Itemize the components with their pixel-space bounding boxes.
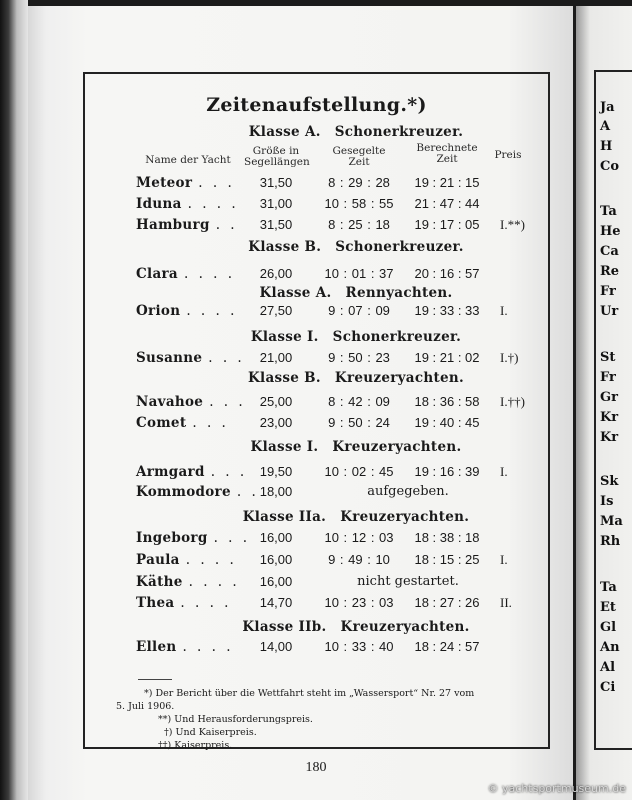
prize: I.†)	[500, 350, 519, 365]
yacht-size: 31,00	[259, 196, 293, 211]
section-type: Schonerkreuzer.	[332, 329, 462, 345]
right-page-fragment: Fr	[600, 284, 616, 299]
calculated-time: 19 : 21 : 15	[414, 175, 480, 190]
right-page-fragment: Ma	[600, 514, 623, 529]
calculated-time: 18 : 36 : 58	[414, 394, 480, 409]
section-class: Klasse I.	[250, 329, 319, 345]
yacht-size: 26,00	[259, 266, 293, 281]
section-class: Klasse I.	[250, 439, 319, 455]
yacht-size: 16,00	[259, 552, 293, 567]
yacht-name: Käthe . . . .	[136, 574, 240, 590]
calculated-time: 18 : 38 : 18	[414, 530, 480, 545]
section-heading	[40, 439, 632, 455]
yacht-size: 31,50	[259, 175, 293, 190]
section-type: Schonerkreuzer.	[335, 239, 464, 255]
yacht-name: Orion . . . .	[136, 303, 238, 319]
calculated-time: 19 : 33 : 33	[414, 303, 480, 318]
sailed-time: 9 : 50 : 23	[328, 350, 390, 365]
sailed-time: 8 : 29 : 28	[328, 175, 390, 190]
right-page-fragment: Rh	[600, 534, 621, 549]
section-heading	[40, 329, 632, 345]
section-type: Schonerkreuzer.	[334, 124, 464, 140]
sailed-time: 9 : 07 : 09	[328, 303, 390, 318]
right-page-fragment: Kr	[600, 430, 619, 445]
sailed-time: 10 : 12 : 03	[324, 530, 394, 545]
right-page-fragment: Ja	[600, 100, 615, 115]
status-note: nicht gestartet.	[357, 574, 459, 589]
right-page-fragment: Sk	[600, 474, 619, 489]
yacht-name: Paula . . . .	[136, 552, 237, 568]
column-header-size: Größe in Segellängen	[244, 145, 310, 168]
table-row	[0, 552, 632, 572]
column-header-prize: Preis	[494, 149, 522, 161]
yacht-size: 27,50	[259, 303, 293, 318]
yacht-name: Thea . . . .	[136, 595, 232, 611]
footnote-1: *) Der Bericht über die Wettfahrt steht im „Wassersport“ Nr. 27 vom	[144, 688, 475, 699]
right-page-fragment: Al	[600, 660, 616, 675]
copyright-credit: © yachtsportmuseum.de	[487, 782, 626, 795]
table-row	[0, 574, 632, 594]
section-class: Klasse B.	[247, 370, 321, 386]
right-page-fragment: Gr	[600, 390, 618, 405]
calculated-time: 21 : 47 : 44	[414, 196, 480, 211]
right-page-fragment: Is	[600, 494, 614, 509]
table-row	[0, 175, 632, 195]
page-title: Zeitenaufstellung.*)	[206, 94, 427, 116]
calculated-time: 19 : 17 : 05	[414, 217, 480, 232]
table-row	[0, 196, 632, 216]
section-type: Kreuzeryachten.	[340, 509, 470, 525]
section-heading	[40, 509, 632, 525]
sailed-time: 8 : 42 : 09	[328, 394, 390, 409]
table-row	[0, 639, 632, 659]
right-page-fragment: Ta	[600, 204, 617, 219]
column-header-calculated-time: Berechnete Zeit	[416, 142, 478, 165]
status-note: aufgegeben.	[367, 484, 449, 499]
calculated-time: 18 : 24 : 57	[414, 639, 480, 654]
section-heading	[40, 370, 632, 386]
table-row	[0, 394, 632, 414]
section-type: Kreuzeryachten.	[340, 619, 470, 635]
yacht-name: Iduna . . . .	[136, 196, 239, 212]
right-page-fragment: St	[600, 350, 616, 365]
table-row	[0, 595, 632, 615]
table-row	[0, 303, 632, 323]
yacht-size: 18,00	[259, 484, 293, 499]
table-row	[0, 484, 632, 504]
section-class: Klasse IIa.	[242, 509, 327, 525]
yacht-name: Clara . . . .	[136, 266, 236, 282]
right-page-fragment: Ur	[600, 304, 619, 319]
prize: I.††)	[500, 394, 525, 409]
table-row	[0, 464, 632, 484]
table-row	[0, 530, 632, 550]
section-class: Klasse A.	[259, 285, 332, 301]
calculated-time: 18 : 27 : 26	[414, 595, 480, 610]
section-heading	[40, 619, 632, 635]
right-page-fragment: H	[600, 139, 613, 154]
yacht-size: 14,70	[259, 595, 293, 610]
calculated-time: 19 : 21 : 02	[414, 350, 480, 365]
section-type: Rennyachten.	[345, 285, 453, 301]
calculated-time: 20 : 16 : 57	[414, 266, 480, 281]
column-header-sailed-time: Gesegelte Zeit	[332, 145, 386, 168]
sailed-time: 9 : 50 : 24	[328, 415, 390, 430]
yacht-name: Ingeborg . . .	[136, 530, 251, 546]
calculated-time: 18 : 15 : 25	[414, 552, 480, 567]
right-page-fragment: Kr	[600, 410, 619, 425]
yacht-name: Meteor . . .	[136, 175, 235, 191]
yacht-size: 14,00	[259, 639, 293, 654]
prize: II.	[500, 595, 512, 610]
right-page-fragment: He	[600, 224, 621, 239]
table-row	[0, 415, 632, 435]
right-page-fragment: Gl	[600, 620, 617, 635]
section-type: Kreuzeryachten.	[334, 370, 464, 386]
section-class: Klasse A.	[248, 124, 321, 140]
yacht-size: 21,00	[259, 350, 293, 365]
footnote-1-continued: 5. Juli 1906.	[116, 701, 175, 712]
footnote-3: †) Und Kaiserpreis.	[164, 727, 257, 738]
yacht-name: Hamburg . .	[136, 217, 238, 233]
yacht-name: Navahoe . . .	[136, 394, 246, 410]
yacht-name: Armgard . . .	[136, 464, 248, 480]
yacht-size: 23,00	[259, 415, 293, 430]
right-page-fragment: Ta	[600, 580, 617, 595]
prize: I.	[500, 303, 508, 318]
page-number: 180	[305, 760, 327, 775]
table-row	[0, 266, 632, 286]
sailed-time: 8 : 25 : 18	[328, 217, 390, 232]
calculated-time: 19 : 16 : 39	[414, 464, 480, 479]
table-row	[0, 217, 632, 237]
footnote-4: ††) Kaiserpreis.	[158, 740, 233, 751]
right-page-fragment: Et	[600, 600, 616, 615]
right-page-fragment: Ci	[600, 680, 616, 695]
section-heading	[40, 239, 632, 255]
section-heading	[40, 285, 632, 301]
sailed-time: 9 : 49 : 10	[328, 552, 390, 567]
right-page-fragment: A	[600, 119, 611, 134]
yacht-name: Comet . . .	[136, 415, 229, 431]
table-row	[0, 350, 632, 370]
sailed-time: 10 : 01 : 37	[324, 266, 394, 281]
column-header-name: Name der Yacht	[145, 154, 231, 166]
yacht-name: Susanne . . .	[136, 350, 245, 366]
footnote-rule	[138, 679, 172, 680]
sailed-time: 10 : 23 : 03	[324, 595, 394, 610]
section-class: Klasse IIb.	[242, 619, 327, 635]
sailed-time: 10 : 02 : 45	[324, 464, 394, 479]
right-page-fragment: Fr	[600, 370, 616, 385]
yacht-size: 19,50	[259, 464, 293, 479]
prize: I.	[500, 464, 508, 479]
calculated-time: 19 : 40 : 45	[414, 415, 480, 430]
sailed-time: 10 : 58 : 55	[324, 196, 394, 211]
section-type: Kreuzeryachten.	[332, 439, 462, 455]
yacht-size: 25,00	[259, 394, 293, 409]
right-page-fragment: Ca	[600, 244, 619, 259]
section-class: Klasse B.	[248, 239, 322, 255]
yacht-size: 31,50	[259, 217, 293, 232]
prize: I.	[500, 552, 508, 567]
footnotes	[116, 687, 475, 752]
footnote-2: **) Und Herausforderungspreis.	[158, 714, 313, 725]
yacht-name: Ellen . . . .	[136, 639, 234, 655]
prize: I.**)	[500, 217, 525, 232]
yacht-size: 16,00	[259, 574, 293, 589]
sailed-time: 10 : 33 : 40	[324, 639, 394, 654]
section-heading	[40, 124, 632, 140]
right-page-fragment: Co	[600, 159, 620, 174]
yacht-size: 16,00	[259, 530, 293, 545]
right-page-fragment: An	[600, 640, 620, 655]
right-page-fragment: Re	[600, 264, 620, 279]
yacht-name: Kommodore . .	[136, 484, 259, 500]
